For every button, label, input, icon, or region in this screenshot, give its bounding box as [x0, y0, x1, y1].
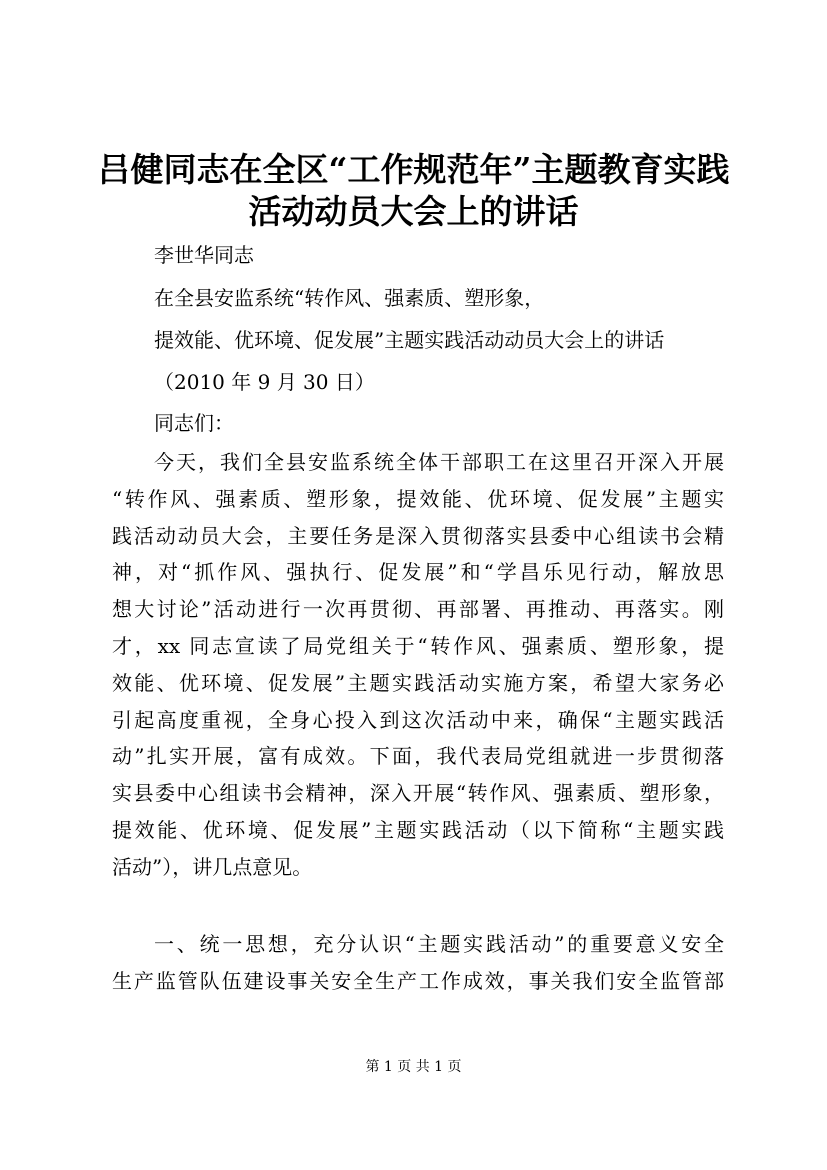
paragraph-1-line: 引起高度重视，全身心投入到这次活动中来，确保“主题实践活 — [112, 707, 724, 732]
paragraph-2-line: 生产监管队伍建设事关安全生产工作成效，事关我们安全监管部 — [112, 968, 724, 993]
paragraph-1-line: 今天，我们全县安监系统全体干部职工在这里召开深入开展 — [154, 450, 724, 474]
paragraph-1-line: “转作风、强素质、塑形象，提效能、优环境、促发展”主题实 — [112, 486, 724, 511]
paragraph-2 — [112, 926, 724, 1000]
paragraph-1-line: 效能、优环境、促发展”主题实践活动实施方案，希望大家务必 — [112, 670, 724, 695]
paragraph-1-line: 才，xx 同志宣读了局党组关于“转作风、强素质、塑形象，提 — [112, 633, 724, 658]
page-footer: 第 1 页 共 1 页 — [365, 1059, 462, 1075]
speech-subtitle-line-2: 提效能、优环境、促发展”主题实践活动动员大会上的讲话 — [154, 328, 665, 352]
document-title-line-2: 活动动员大会上的讲话 — [248, 192, 579, 231]
paragraph-1 — [112, 444, 724, 886]
paragraph-1-line: 活动”），讲几点意见。 — [112, 854, 313, 879]
paragraph-1-line: 神，对“抓作风、强执行、促发展”和“学昌乐见行动，解放思 — [112, 560, 724, 585]
paragraph-1-line: 提效能、优环境、促发展”主题实践活动（以下简称“主题实践 — [112, 817, 724, 842]
speaker-name: 李世华同志 — [154, 243, 254, 267]
paragraph-1-line: 实县委中心组读书会精神，深入开展“转作风、强素质、塑形象， — [112, 781, 724, 806]
speech-subtitle-line-1: 在全县安监系统“转作风、强素质、塑形象， — [154, 286, 545, 310]
document-title-line-1: 吕健同志在全区“工作规范年”主题教育实践 — [97, 150, 730, 189]
paragraph-1-line: 想大讨论”活动进行一次再贯彻、再部署、再推动、再落实。刚 — [112, 597, 724, 622]
speech-date: （2010 年 9 月 30 日） — [154, 370, 375, 394]
salutation: 同志们： — [154, 411, 234, 435]
paragraph-1-line: 动”扎实开展，富有成效。下面，我代表局党组就进一步贯彻落 — [112, 744, 724, 769]
paragraph-1-line: 践活动动员大会，主要任务是深入贯彻落实县委中心组读书会精 — [112, 523, 724, 548]
paragraph-2-line: 一、统一思想，充分认识“主题实践活动”的重要意义安全 — [154, 932, 724, 956]
